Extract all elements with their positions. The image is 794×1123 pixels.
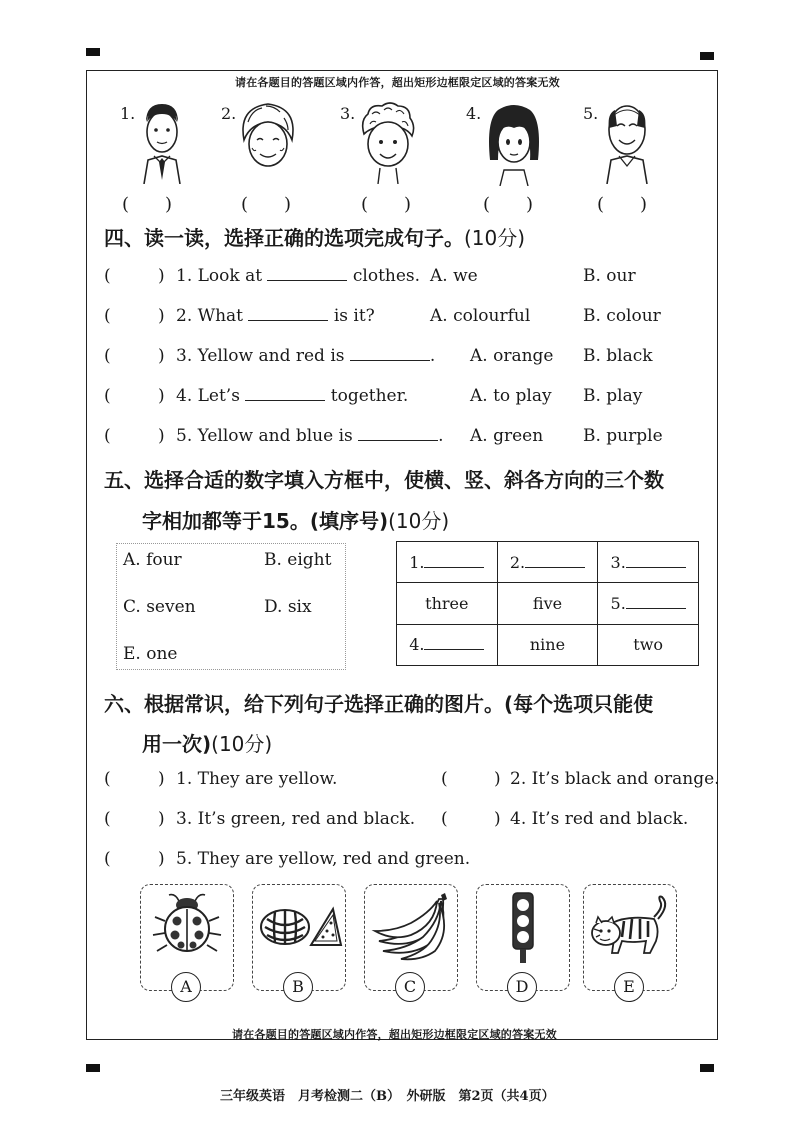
grandma-face-icon [238,100,298,180]
s4-item-text: . [429,346,436,366]
s6-paren-close[interactable]: ) [494,809,501,829]
number-option-c: C. seven [123,597,196,617]
grid-cell-2[interactable] [497,542,598,583]
s4-close-paren[interactable]: ) [158,306,165,326]
answer-blank[interactable] [350,346,430,361]
s4-item-2 [176,306,375,326]
s4-item-4 [176,386,408,406]
number-option-e: E. one [123,644,178,664]
s4-option-b: B. colour [583,306,661,326]
face-number-5: 5. [583,104,599,123]
s4-open-paren: ( [104,346,111,366]
section-4-score: (10分) [464,226,526,250]
boy-face-icon [358,100,418,184]
s4-close-paren[interactable]: ) [158,426,165,446]
answer-blank[interactable] [267,266,347,281]
picture-letter-c: C [395,972,425,1002]
s4-option-b: B. black [583,346,653,366]
tiger-icon [588,893,674,959]
s4-option-a: A. to play [470,386,552,406]
grid-answer-blank[interactable] [525,555,585,568]
answer-blank[interactable] [245,386,325,401]
watermelon-icon [257,901,343,955]
grid-cell-number: 1. [409,552,425,572]
grid-row [397,583,699,624]
s4-open-paren: ( [104,426,111,446]
magic-square-grid [396,541,699,666]
page-footer: 三年级英语 月考检测二（B） 外研版 第2页（共4页） [220,1089,555,1104]
section-6-heading-line2 [142,728,272,757]
s6-item-4: 4. It’s red and black. [510,809,689,829]
s4-item-text: 3. Yellow and red is [176,346,345,366]
s6-item-1: 1. They are yellow. [176,769,338,789]
s6-paren-close[interactable]: ) [158,769,165,789]
section-5-heading-line2 [142,505,449,534]
grid-cell-number: 3. [610,552,626,572]
footer-notice: 请在各题目的答题区域内作答，超出矩形边框限定区域的答案无效 [232,1028,557,1041]
number-option-d: D. six [264,597,312,617]
s4-open-paren: ( [104,266,111,286]
picture-letter-e: E [614,972,644,1002]
s4-option-a: A. orange [470,346,554,366]
grid-cell-5[interactable] [598,583,699,624]
answer-blank[interactable] [248,306,328,321]
grid-cell-three: three [397,583,498,624]
s4-item-text: is it? [333,306,375,326]
face-answer-paren-2[interactable]: ( ) [241,194,292,215]
s4-close-paren[interactable]: ) [158,266,165,286]
s4-option-a: A. colourful [430,306,531,326]
grid-cell-nine: nine [497,624,598,665]
picture-card-b [252,884,346,996]
section-6-title-line1: 六、根据常识，给下列句子选择正确的图片。(每个选项只能使 [104,692,654,716]
grid-cell-five: five [497,583,598,624]
registration-mark-bottom-right [700,1064,714,1072]
picture-card-d [476,884,570,996]
s4-close-paren[interactable]: ) [158,346,165,366]
section-4-title: 四、读一读，选择正确的选项完成句子。 [104,226,464,250]
picture-card-c [364,884,458,996]
grid-cell-two: two [598,624,699,665]
face-number-4: 4. [466,104,482,123]
s4-close-paren[interactable]: ) [158,386,165,406]
s4-option-a: A. we [430,266,478,286]
s4-item-1 [176,266,420,286]
section-6-title-line2: 用一次) [142,732,212,756]
grid-answer-blank[interactable] [626,596,686,609]
s6-item-5: 5. They are yellow, red and green. [176,849,471,869]
s4-open-paren: ( [104,306,111,326]
traffic-light-icon [503,889,543,965]
grid-cell-4[interactable] [397,624,498,665]
face-answer-paren-4[interactable]: ( ) [483,194,534,215]
face-answer-paren-5[interactable]: ( ) [597,194,648,215]
s4-option-b: B. purple [583,426,663,446]
face-number-1: 1. [120,104,136,123]
grid-cell-1[interactable] [397,542,498,583]
s6-paren-open: ( [441,809,448,829]
s6-paren-close[interactable]: ) [494,769,501,789]
picture-letter-d: D [507,972,537,1002]
s6-paren-open: ( [104,809,111,829]
s4-option-b: B. our [583,266,636,286]
grid-row [397,542,699,583]
s6-paren-open: ( [441,769,448,789]
registration-mark-top-left [86,48,100,56]
grid-row [397,624,699,665]
s6-paren-close[interactable]: ) [158,809,165,829]
picture-card-a [140,884,234,996]
face-answer-paren-3[interactable]: ( ) [361,194,412,215]
s6-paren-open: ( [104,849,111,869]
grid-answer-blank[interactable] [424,555,484,568]
s4-item-3 [176,346,435,366]
grid-answer-blank[interactable] [424,637,484,650]
s4-item-text: 4. Let’s [176,386,240,406]
picture-letter-a: A [171,972,201,1002]
grandpa-face-icon [601,100,653,184]
s4-item-text: clothes. [352,266,421,286]
grid-cell-number: 2. [509,552,526,572]
answer-blank[interactable] [358,426,438,441]
s6-item-3: 3. It’s green, red and black. [176,809,416,829]
s4-item-text: 1. Look at [176,266,263,286]
s4-option-a: A. green [470,426,544,446]
section-5-score: (10分) [388,509,450,533]
picture-card-e [583,884,677,996]
face-answer-paren-1[interactable]: ( ) [122,194,173,215]
registration-mark-bottom-left [86,1064,100,1072]
header-notice: 请在各题目的答题区域内作答，超出矩形边框限定区域的答案无效 [235,76,560,89]
section-5-title-line2: 字相加都等于15。(填序号) [142,509,389,533]
face-number-2: 2. [221,104,237,123]
s4-item-text: . [438,426,444,446]
s4-option-b: B. play [583,386,643,406]
s4-open-paren: ( [104,386,111,406]
section-4-heading [104,222,525,251]
bananas-icon [371,891,451,961]
grid-cell-number: 4. [409,635,425,655]
grid-answer-blank[interactable] [626,555,686,568]
s4-item-text: 2. What [176,306,244,326]
section-6-score: (10分) [211,732,273,756]
s4-item-text: 5. Yellow and blue is [176,426,353,446]
s4-item-text: together. [330,386,409,406]
face-number-3: 3. [340,104,356,123]
grid-cell-number: 5. [610,593,626,613]
girl-face-icon [486,100,542,186]
picture-letter-b: B [283,972,313,1002]
ladybug-icon [151,891,223,957]
section-5-title-line1: 五、选择合适的数字填入方框中，使横、竖、斜各方向的三个数 [104,468,664,492]
grid-cell-3[interactable] [598,542,699,583]
s6-paren-close[interactable]: ) [158,849,165,869]
man-face-icon [136,100,188,184]
s6-paren-open: ( [104,769,111,789]
number-option-a: A. four [123,550,182,570]
number-option-b: B. eight [264,550,332,570]
s4-item-5 [176,426,444,446]
s6-item-2: 2. It’s black and orange. [510,769,720,789]
registration-mark-top-right [700,52,714,60]
